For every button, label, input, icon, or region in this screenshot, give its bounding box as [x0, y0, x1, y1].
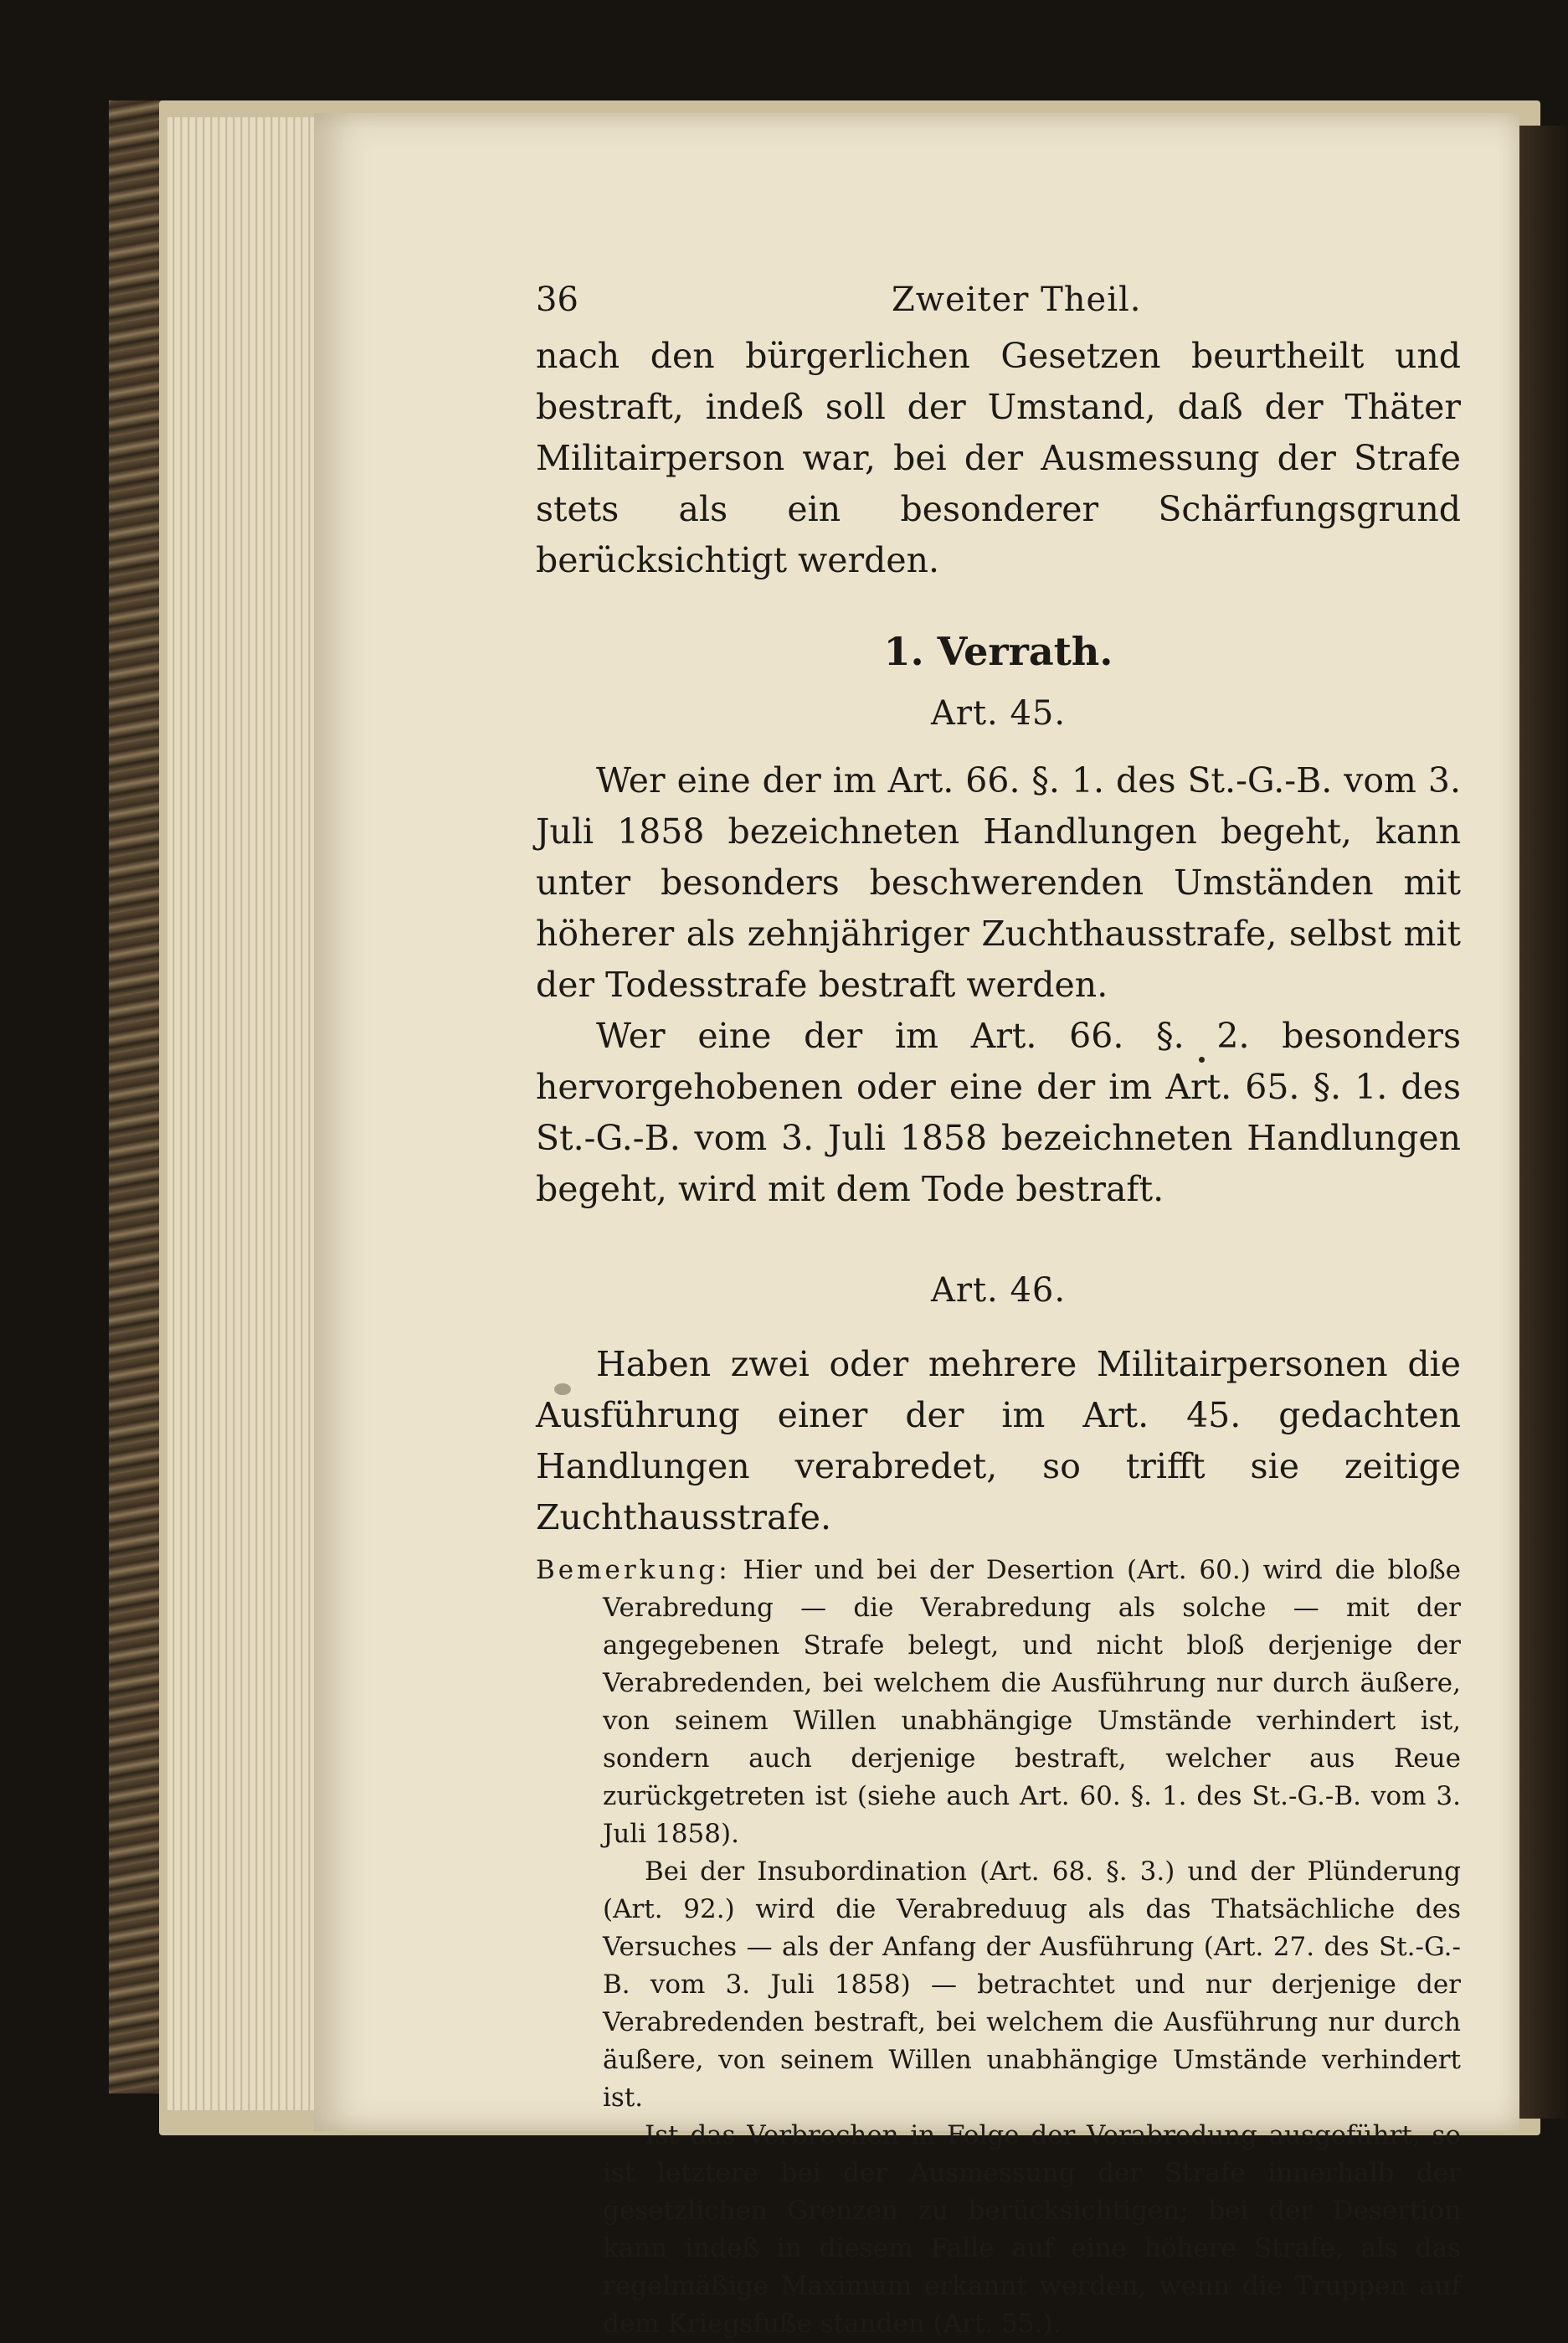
page-text — [536, 272, 1461, 2343]
remark-label: Bemerkung: — [536, 1555, 731, 1585]
remark-paragraph-3: Ist das Verbrechen in Folge der Verabredung ausgeführt, so ist letztere bei der Ausmessung der Strafe innerhalb der gesetzlichen Grenzen zu berücksichtigen; bei der Desertion kann indeß in diesem Falle auf eine höhere Strafe, als das regelmäßige Maximum erkannt werden, wenn die Truppen auf dem Kriegsfuße standen (Art. 55.). — [603, 2120, 1461, 2339]
printed-dot — [1199, 1057, 1205, 1063]
page-stain — [554, 1383, 571, 1395]
article-46-paragraph-1: Haben zwei oder mehrere Militairpersonen die Ausführung einer der im Art. 45. gedachten Handlungen verabredet, so trifft sie zeitige Zuchthausstrafe. — [536, 1344, 1461, 1537]
remark-paragraph-1 — [536, 1552, 1461, 1853]
page-number: 36 — [536, 281, 578, 319]
remark-text-1: Hier und bei der Desertion (Art. 60.) wird die bloße Verabredung — die Verabredung als solche — mit der angegebenen Strafe belegt, und nicht bloß derjenige der Verabredenden, bei welchem die Ausführung nur durch äußere, von seinem Willen unabhängige Umstände verhindert ist, sondern auch derjenige bestraft, welcher aus Reue zurückgetreten ist (siehe auch Art. 60. §. 1. des St.-G.-B. vom 3. Juli 1858). — [603, 1555, 1461, 1849]
remark-paragraph-2: Bei der Insubordination (Art. 68. §. 3.) und der Plünderung (Art. 92.) wird die Verabreduug als das Thatsächliche des Versuches — als der Anfang der Ausführung (Art. 27. des St.-G.-B. vom 3. Juli 1858) — betrachtet und nur derjenige der Verabredenden bestraft, bei welchem die Ausführung nur durch äußere, von seinem Willen unabhängige Umstände verhindert ist. — [603, 1856, 1461, 2113]
article-45-paragraph-2: Wer eine der im Art. 66. §. 2. besonders hervorgehobenen oder eine der im Art. 65. §. 1. des St.-G.-B. vom 3. Juli 1858 bezeichneten Handlungen begeht, wird mit dem Tode bestraft. — [536, 1016, 1461, 1209]
running-head: Zweiter Theil. — [892, 281, 1142, 319]
page-header — [536, 272, 1461, 331]
article-46-heading: Art. 46. — [930, 1271, 1067, 1310]
article-45-heading: Art. 45. — [930, 694, 1067, 733]
stacked-page-edges — [167, 117, 314, 2110]
article-45-paragraph-1: Wer eine der im Art. 66. §. 1. des St.-G.-B. vom 3. Juli 1858 bezeichneten Handlungen begeht, kann unter besonders beschwerenden Umständen mit höherer als zehnjähriger Zuchthausstrafe, selbst mit der Todesstrafe bestraft werden. — [536, 760, 1461, 1005]
facing-page-edge — [1519, 126, 1568, 2119]
opening-paragraph: nach den bürgerlichen Gesetzen beurtheilt und bestraft, indeß soll der Umstand, daß der Thäter Militairperson war, bei der Ausmessung der Strafe stets als ein besonderer Schärfungsgrund berücksichtigt werden. — [536, 336, 1461, 580]
section-title: 1. Verrath. — [883, 629, 1113, 674]
